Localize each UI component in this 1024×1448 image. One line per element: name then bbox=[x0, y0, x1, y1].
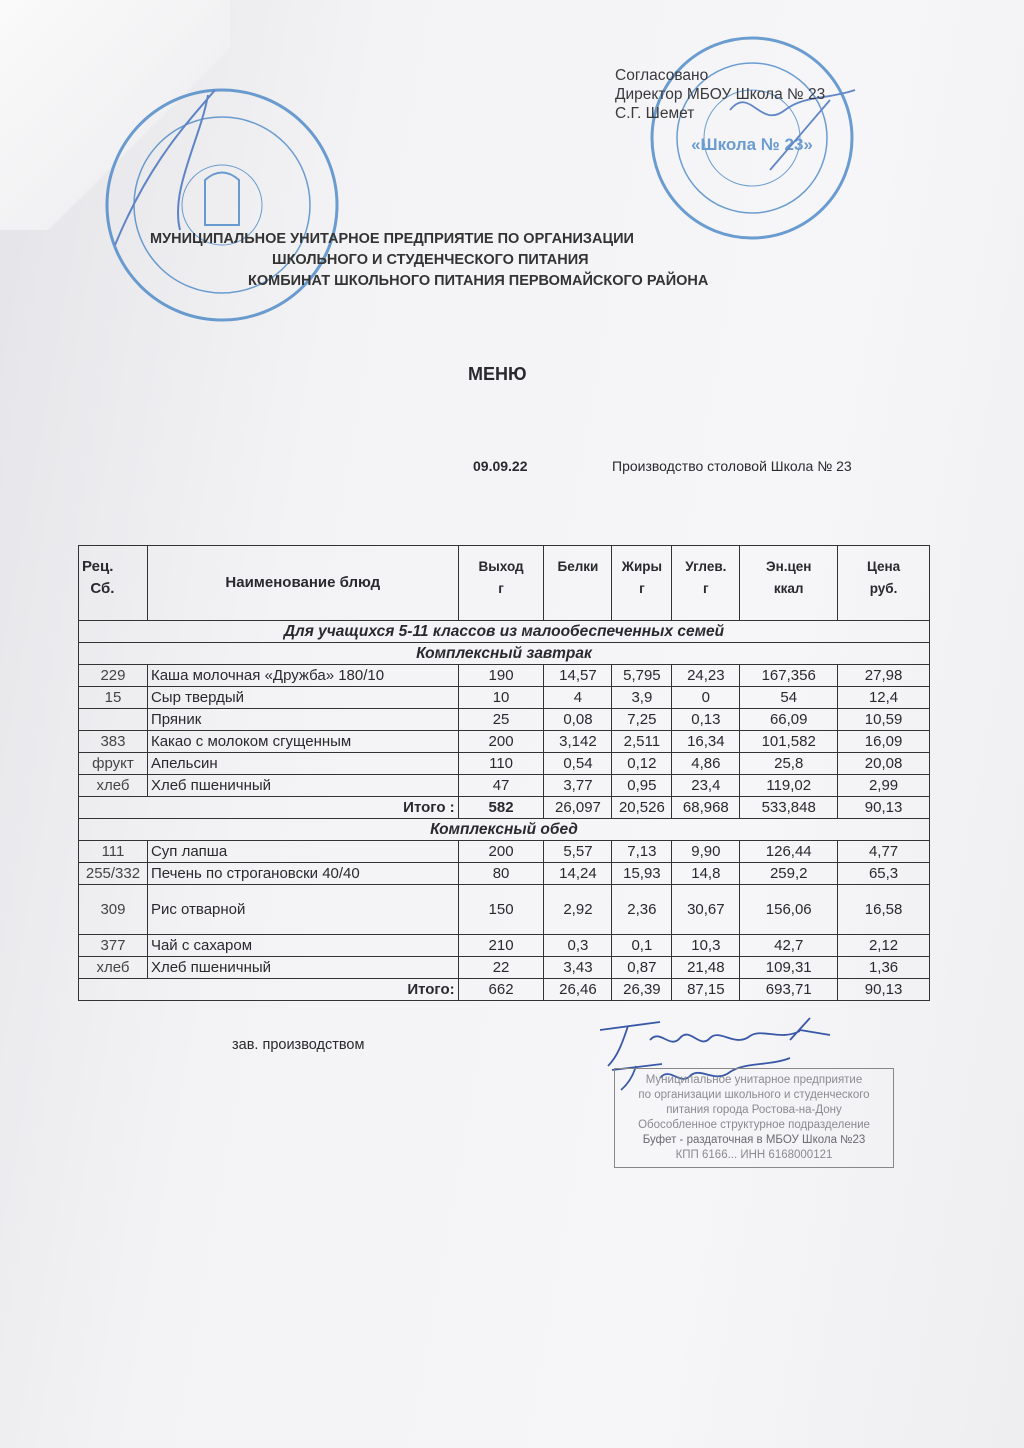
cell-code: 309 bbox=[79, 885, 148, 935]
cell-name: Апельсин bbox=[147, 753, 458, 775]
cell-energy: 42,7 bbox=[740, 935, 838, 957]
stamp-right-text: «Школа № 23» bbox=[691, 135, 813, 154]
total-fat: 26,39 bbox=[612, 979, 672, 1001]
cell-energy: 167,356 bbox=[740, 665, 838, 687]
cell-protein: 3,77 bbox=[544, 775, 612, 797]
cell-carb: 24,23 bbox=[672, 665, 740, 687]
cell-protein: 0,08 bbox=[544, 709, 612, 731]
cell-carb: 30,67 bbox=[672, 885, 740, 935]
total-protein: 26,097 bbox=[544, 797, 612, 819]
cell-price: 1,36 bbox=[838, 957, 930, 979]
cell-carb: 4,86 bbox=[672, 753, 740, 775]
total-row bbox=[79, 979, 930, 1001]
approval-block bbox=[615, 66, 825, 123]
cell-fat: 0,87 bbox=[612, 957, 672, 979]
cell-name: Печень по строгановски 40/40 bbox=[147, 863, 458, 885]
table-row bbox=[79, 957, 930, 979]
cell-fat: 3,9 bbox=[612, 687, 672, 709]
approval-label: Согласовано bbox=[615, 67, 709, 84]
cell-protein: 3,43 bbox=[544, 957, 612, 979]
table-row bbox=[79, 753, 930, 775]
cell-carb: 14,8 bbox=[672, 863, 740, 885]
total-yield: 662 bbox=[458, 979, 544, 1001]
cell-name: Чай с сахаром bbox=[147, 935, 458, 957]
cell-code: фрукт bbox=[79, 753, 148, 775]
cell-energy: 25,8 bbox=[740, 753, 838, 775]
rectangular-stamp bbox=[614, 1068, 894, 1168]
cell-fat: 0,95 bbox=[612, 775, 672, 797]
header-energy: Эн.цен ккал bbox=[740, 546, 838, 621]
cell-energy: 54 bbox=[740, 687, 838, 709]
section-lunch bbox=[79, 819, 930, 841]
cell-price: 16,58 bbox=[838, 885, 930, 935]
total-energy: 693,71 bbox=[740, 979, 838, 1001]
total-label: Итого: bbox=[79, 979, 459, 1001]
cell-carb: 23,4 bbox=[672, 775, 740, 797]
cell-code: 383 bbox=[79, 731, 148, 753]
cell-name: Рис отварной bbox=[147, 885, 458, 935]
cell-fat: 5,795 bbox=[612, 665, 672, 687]
cell-energy: 126,44 bbox=[740, 841, 838, 863]
cell-yield: 10 bbox=[458, 687, 544, 709]
cell-yield: 210 bbox=[458, 935, 544, 957]
header-fat: Жиры г bbox=[612, 546, 672, 621]
cell-code: 377 bbox=[79, 935, 148, 957]
cell-fat: 15,93 bbox=[612, 863, 672, 885]
total-yield: 582 bbox=[458, 797, 544, 819]
cell-yield: 22 bbox=[458, 957, 544, 979]
cell-carb: 0,13 bbox=[672, 709, 740, 731]
cell-carb: 21,48 bbox=[672, 957, 740, 979]
stamp-line: питания города Ростова-на-Дону bbox=[666, 1104, 842, 1116]
cell-code: 229 bbox=[79, 665, 148, 687]
table-header-row bbox=[79, 546, 930, 621]
cell-protein: 0,3 bbox=[544, 935, 612, 957]
cell-protein: 5,57 bbox=[544, 841, 612, 863]
stamp-line: Обособленное структурное подразделение bbox=[638, 1119, 870, 1131]
header-name: Наименование блюд bbox=[147, 546, 458, 621]
table-row bbox=[79, 775, 930, 797]
table-row bbox=[79, 863, 930, 885]
cell-energy: 109,31 bbox=[740, 957, 838, 979]
cell-yield: 110 bbox=[458, 753, 544, 775]
cell-energy: 66,09 bbox=[740, 709, 838, 731]
cell-price: 12,4 bbox=[838, 687, 930, 709]
cell-carb: 0 bbox=[672, 687, 740, 709]
section-breakfast bbox=[79, 643, 930, 665]
stamp-line: Муниципальное унитарное предприятие bbox=[645, 1074, 863, 1086]
stamp-line: КПП 6166... ИНН 6168000121 bbox=[675, 1149, 833, 1161]
page-title: МЕНЮ bbox=[468, 364, 527, 384]
menu-date: 09.09.22 bbox=[473, 458, 528, 474]
cell-fat: 0,1 bbox=[612, 935, 672, 957]
org-line-1: МУНИЦИПАЛЬНОЕ УНИТАРНОЕ ПРЕДПРИЯТИЕ ПО ОРГАНИЗАЦИИ bbox=[150, 231, 634, 247]
stamp-line: по организации школьного и студенческого bbox=[638, 1089, 870, 1101]
org-line-2: ШКОЛЬНОГО И СТУДЕНЧЕСКОГО ПИТАНИЯ bbox=[272, 252, 589, 268]
header-carb: Углев. г bbox=[672, 546, 740, 621]
cell-yield: 200 bbox=[458, 841, 544, 863]
cell-yield: 47 bbox=[458, 775, 544, 797]
total-price: 90,13 bbox=[838, 979, 930, 1001]
total-protein: 26,46 bbox=[544, 979, 612, 1001]
cell-protein: 14,57 bbox=[544, 665, 612, 687]
section-title: Для учащихся 5-11 классов из малообеспеченных семей bbox=[79, 621, 930, 643]
cell-energy: 101,582 bbox=[740, 731, 838, 753]
cell-price: 65,3 bbox=[838, 863, 930, 885]
table-row bbox=[79, 935, 930, 957]
organization-header bbox=[150, 229, 708, 292]
approval-position: Директор МБОУ Школа № 23 bbox=[615, 86, 826, 103]
cell-fat: 7,13 bbox=[612, 841, 672, 863]
header-price: Цена руб. bbox=[838, 546, 930, 621]
cell-name: Сыр твердый bbox=[147, 687, 458, 709]
total-row bbox=[79, 797, 930, 819]
table-row bbox=[79, 841, 930, 863]
cell-code: 111 bbox=[79, 841, 148, 863]
cell-protein: 4 bbox=[544, 687, 612, 709]
total-fat: 20,526 bbox=[612, 797, 672, 819]
cell-price: 4,77 bbox=[838, 841, 930, 863]
group-row bbox=[79, 621, 930, 643]
total-label: Итого : bbox=[79, 797, 459, 819]
table-row bbox=[79, 687, 930, 709]
cell-energy: 156,06 bbox=[740, 885, 838, 935]
cell-fat: 2,511 bbox=[612, 731, 672, 753]
cell-price: 10,59 bbox=[838, 709, 930, 731]
cell-name: Хлеб пшеничный bbox=[147, 957, 458, 979]
header-protein: Белки bbox=[544, 546, 612, 621]
table-row bbox=[79, 885, 930, 935]
cell-yield: 150 bbox=[458, 885, 544, 935]
cell-yield: 200 bbox=[458, 731, 544, 753]
cell-name: Пряник bbox=[147, 709, 458, 731]
cell-code: хлеб bbox=[79, 957, 148, 979]
header-yield: Выход г bbox=[458, 546, 544, 621]
cell-fat: 2,36 bbox=[612, 885, 672, 935]
cell-code: 255/332 bbox=[79, 863, 148, 885]
cell-protein: 0,54 bbox=[544, 753, 612, 775]
total-carb: 87,15 bbox=[672, 979, 740, 1001]
cell-code: 15 bbox=[79, 687, 148, 709]
cell-carb: 9,90 bbox=[672, 841, 740, 863]
cell-name: Каша молочная «Дружба» 180/10 bbox=[147, 665, 458, 687]
cell-yield: 25 bbox=[458, 709, 544, 731]
cell-name: Суп лапша bbox=[147, 841, 458, 863]
cell-yield: 190 bbox=[458, 665, 544, 687]
cell-fat: 0,12 bbox=[612, 753, 672, 775]
table-row bbox=[79, 709, 930, 731]
cell-carb: 16,34 bbox=[672, 731, 740, 753]
total-carb: 68,968 bbox=[672, 797, 740, 819]
header-code: Рец. Сб. bbox=[82, 558, 115, 597]
cell-price: 20,08 bbox=[838, 753, 930, 775]
total-price: 90,13 bbox=[838, 797, 930, 819]
org-line-3: КОМБИНАТ ШКОЛЬНОГО ПИТАНИЯ ПЕРВОМАЙСКОГО РАЙОНА bbox=[248, 273, 709, 289]
menu-table bbox=[78, 545, 930, 1001]
cell-price: 16,09 bbox=[838, 731, 930, 753]
cell-code bbox=[79, 709, 148, 731]
cell-energy: 259,2 bbox=[740, 863, 838, 885]
section-title: Комплексный завтрак bbox=[79, 643, 930, 665]
cell-price: 27,98 bbox=[838, 665, 930, 687]
cell-yield: 80 bbox=[458, 863, 544, 885]
cell-name: Какао с молоком сгущенным bbox=[147, 731, 458, 753]
cell-code: хлеб bbox=[79, 775, 148, 797]
cell-price: 2,99 bbox=[838, 775, 930, 797]
cell-name: Хлеб пшеничный bbox=[147, 775, 458, 797]
cell-energy: 119,02 bbox=[740, 775, 838, 797]
production-site: Производство столовой Школа № 23 bbox=[612, 458, 852, 474]
cell-fat: 7,25 bbox=[612, 709, 672, 731]
total-energy: 533,848 bbox=[740, 797, 838, 819]
approval-person: С.Г. Шемет bbox=[615, 105, 695, 122]
cell-protein: 14,24 bbox=[544, 863, 612, 885]
table-row bbox=[79, 731, 930, 753]
stamp-line: Буфет - раздаточная в МБОУ Школа №23 bbox=[642, 1134, 866, 1146]
cell-protein: 3,142 bbox=[544, 731, 612, 753]
cell-protein: 2,92 bbox=[544, 885, 612, 935]
cell-carb: 10,3 bbox=[672, 935, 740, 957]
footer-role: зав. производством bbox=[232, 1037, 365, 1053]
section-title: Комплексный обед bbox=[79, 819, 930, 841]
cell-price: 2,12 bbox=[838, 935, 930, 957]
table-row bbox=[79, 665, 930, 687]
